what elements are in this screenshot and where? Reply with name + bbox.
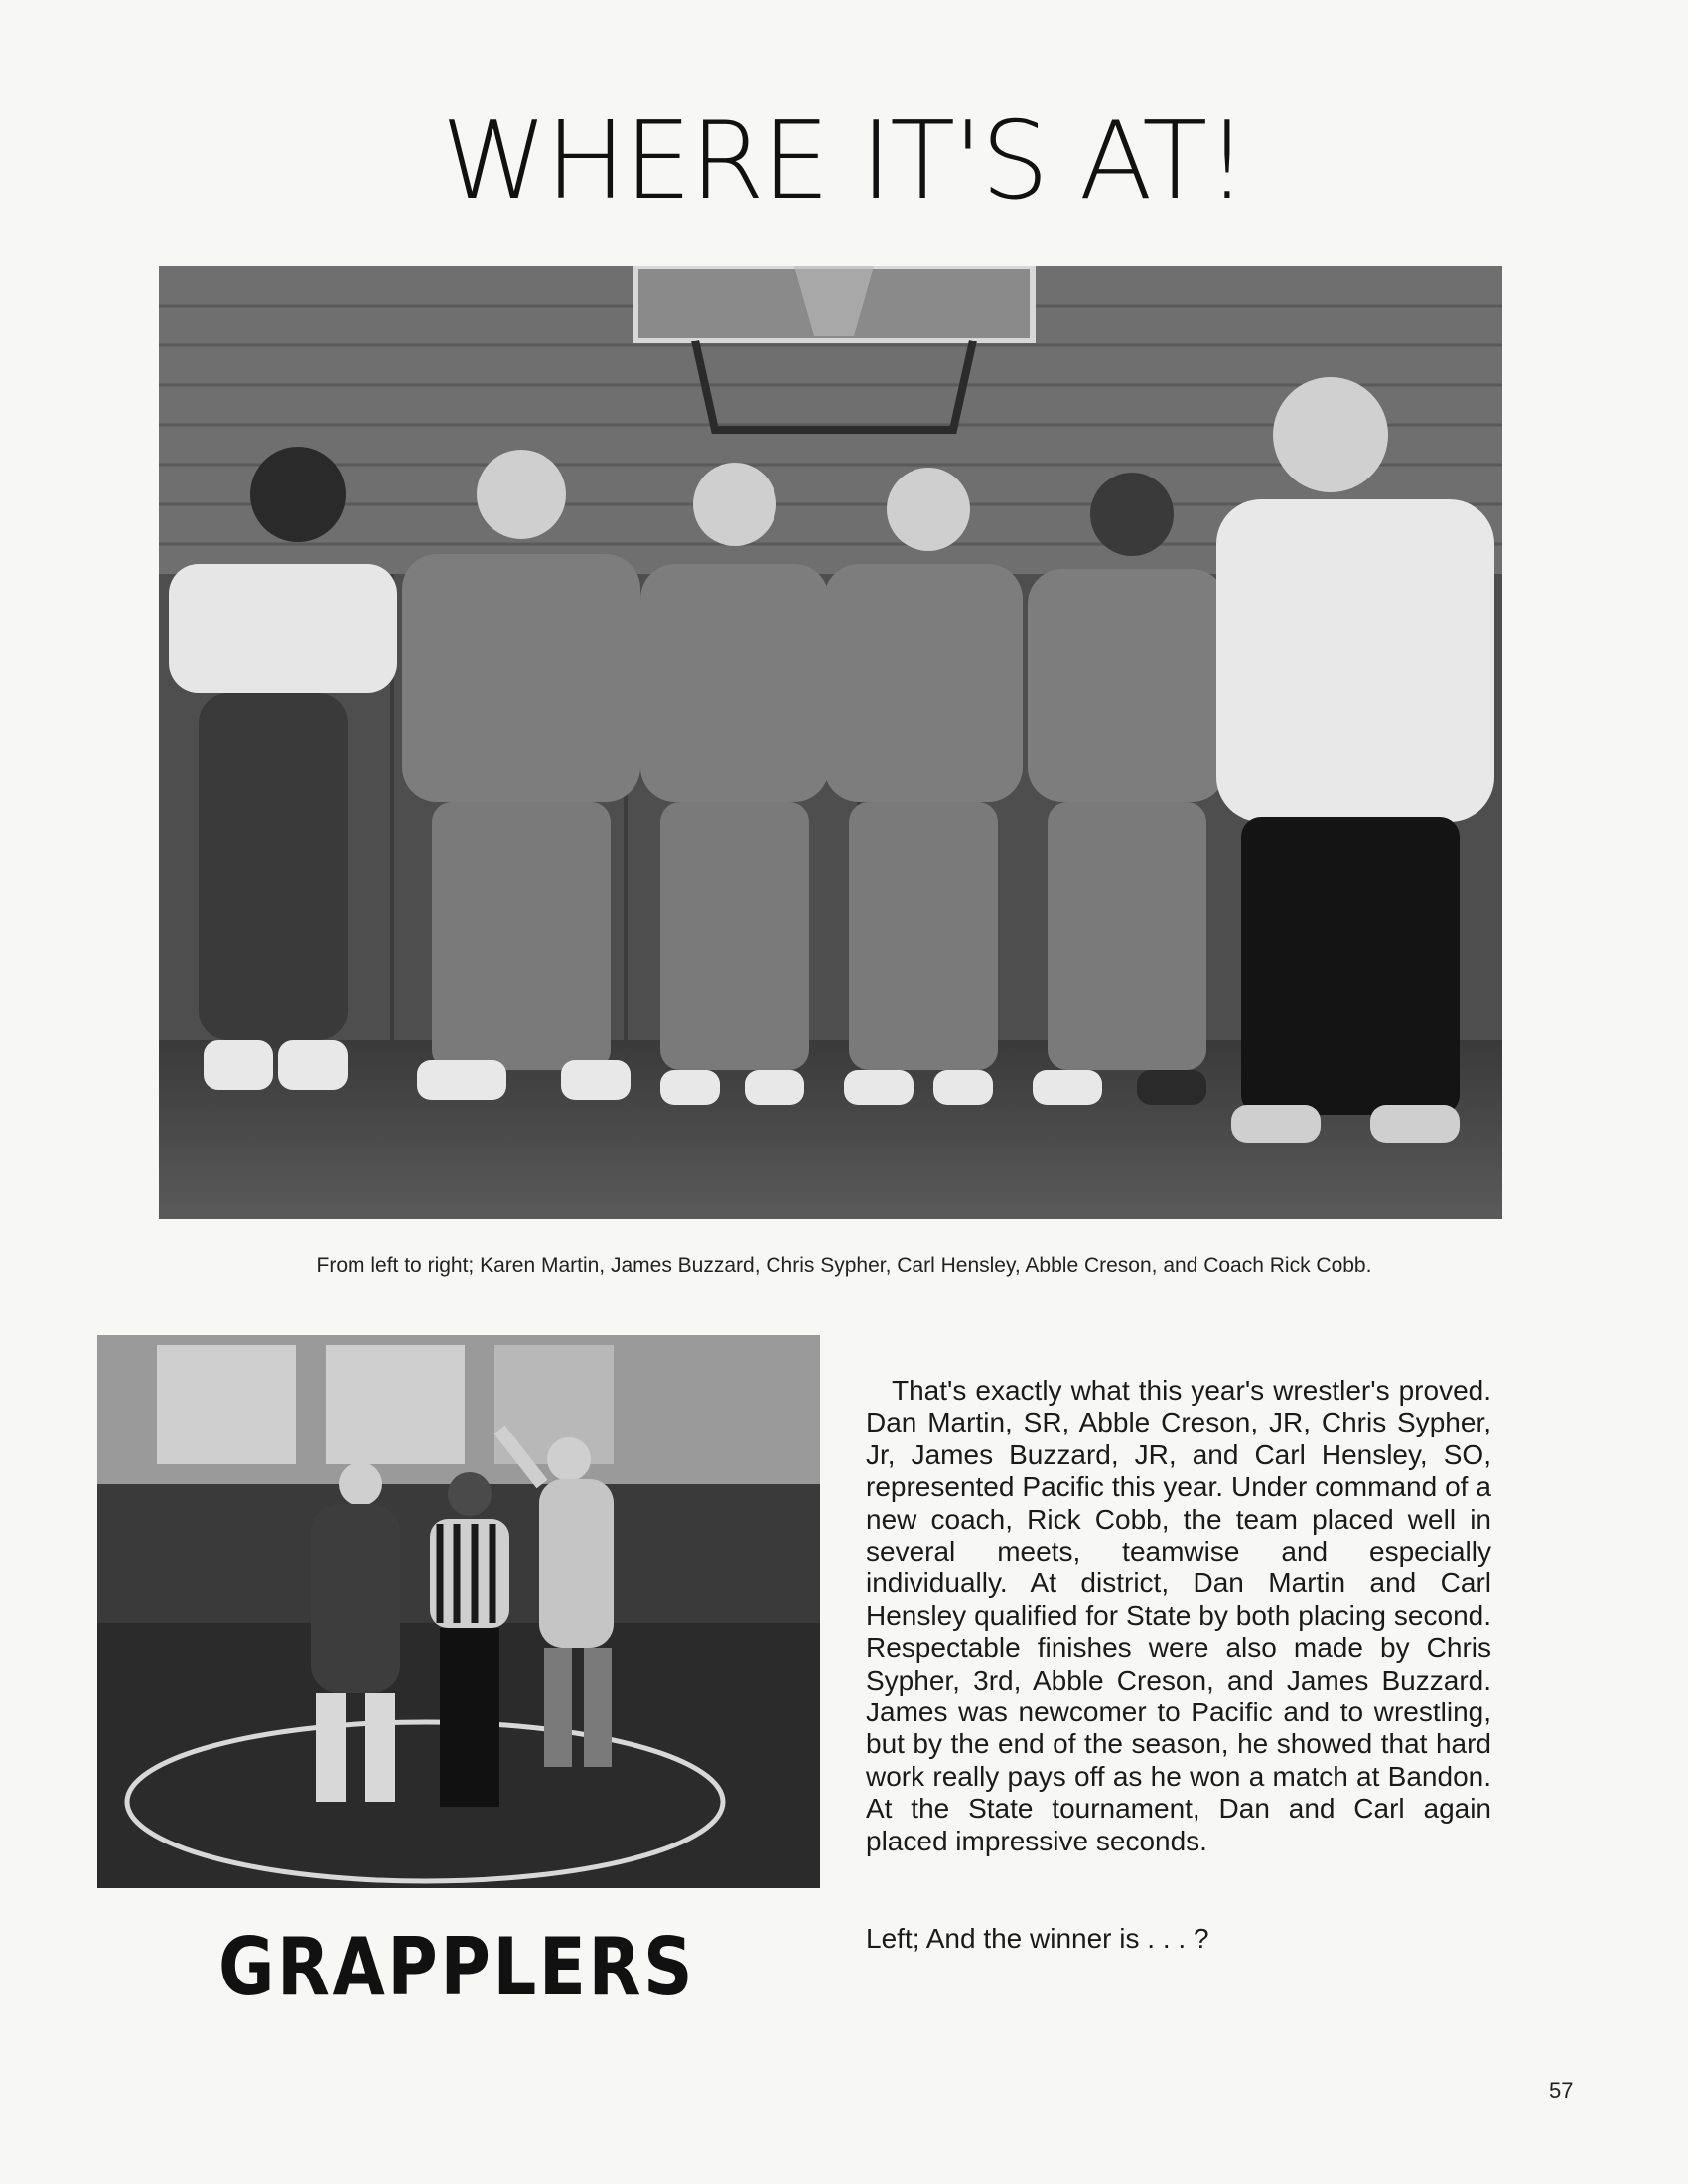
page-title: WHERE IT'S AT! bbox=[441, 99, 1247, 223]
team-photo-caption: From left to right; Karen Martin, James Buzzard, Chris Sypher, Carl Hensley, Abble Creson, and Coach Rick Cobb. bbox=[316, 1254, 1372, 1277]
page-number: 57 bbox=[1549, 2078, 1574, 2103]
match-photo-caption: Left; And the winner is . . . ? bbox=[866, 1923, 1209, 1954]
team-photo bbox=[159, 266, 1502, 1219]
section-title: GRAPPLERS bbox=[218, 1921, 696, 2013]
article-body: That's exactly what this year's wrestler's proved. Dan Martin, SR, Abble Creson, JR, Chris Sypher, Jr, James Buzzard, JR, and Carl Hensley, SO, represented Pacific this year. Under command of a new coach, Rick Cobb, the team placed well in several meets, teamwise and especially individually. At district, Dan Martin and Carl Hensley qualified for State by both placing second. Respectable finishes were also made by Chris Sypher, 3rd, Abble Creson, and James Buzzard. James was newcomer to Pacific and to wrestling, but by the end of the season, he showed that hard work really pays off as he won a match at Bandon. At the State tournament, Dan and Carl again placed impressive seconds. bbox=[866, 1375, 1491, 1856]
wrestling-match-photo bbox=[97, 1335, 820, 1888]
